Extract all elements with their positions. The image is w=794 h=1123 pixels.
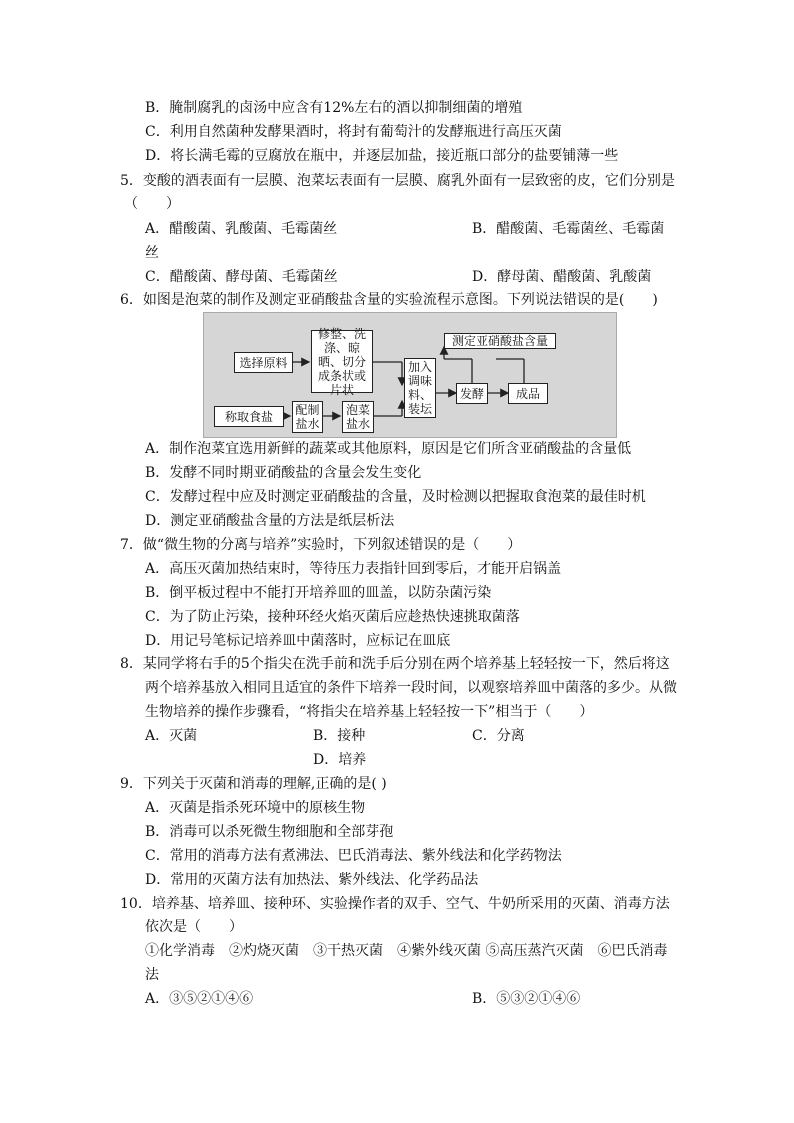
box-pickle-brine: 泡菜盐水	[342, 401, 374, 433]
option-10A: A．③⑤②①④⑥	[145, 991, 254, 1007]
question-9: 9．下列关于灭菌和消毒的理解,正确的是( )	[120, 776, 387, 792]
option-7A: A．高压灭菌加热结束时，等待压力表指针回到零后，才能开启锅盖	[145, 561, 562, 577]
option-6D: D．测定亚硝酸盐含量的方法是纸层析法	[145, 513, 395, 529]
option-5B: B．醋酸菌、毛霉菌丝、毛霉菌	[472, 221, 665, 237]
option-9C: C．常用的消毒方法有煮沸法、巴氏消毒法、紫外线法和化学药物法	[145, 848, 562, 864]
option-6B: B．发酵不同时期亚硝酸盐的含量会发生变化	[145, 465, 422, 481]
question-10-line1: 10．培养基、培养皿、接种环、实验操作者的双手、空气、牛奶所采用的灭菌、消毒方法	[120, 896, 670, 912]
option-5C: C．醋酸菌、酵母菌、毛霉菌丝	[145, 269, 338, 285]
option-4C: C．利用自然菌种发酵果酒时，将封有葡萄汁的发酵瓶进行高压灭菌	[145, 124, 562, 140]
option-9B: B．消毒可以杀死微生物细胞和全部芽孢	[145, 824, 394, 840]
option-5B-cont: 丝	[145, 245, 159, 261]
option-8C: C．分离	[472, 728, 525, 744]
option-6C: C．发酵过程中应及时测定亚硝酸盐的含量，及时检测以把握取食泡菜的最佳时机	[145, 489, 646, 505]
option-9D: D．常用的灭菌方法有加热法、紫外线法、化学药品法	[145, 872, 479, 888]
option-7C: C．为了防止污染，接种环经火焰灭菌后应趁热快速挑取菌落	[145, 609, 520, 625]
question-8-line2: 两个培养基放入相同且适宜的条件下培养一段时间，以观察培养皿中菌落的多少。从微	[145, 680, 677, 696]
option-8B: B．接种	[313, 728, 366, 744]
box-measure-nitrite: 测定亚硝酸盐含量	[444, 333, 556, 349]
box-ferment: 发酵	[456, 383, 488, 404]
question-7: 7．做“微生物的分离与培养”实验时，下列叙述错误的是（ ）	[120, 537, 522, 553]
question-8-line1: 8．某同学将右手的5个指尖在洗手前和洗手后分别在两个培养基上轻轻按一下，然后将这	[120, 656, 670, 672]
question-10-methods-cont: 法	[145, 967, 159, 983]
question-10-line2: 依次是（ ）	[145, 919, 243, 935]
option-4B: B．腌制腐乳的卤汤中应含有12%左右的酒以抑制细菌的增殖	[145, 100, 523, 116]
question-10-methods: ①化学消毒 ②灼烧灭菌 ③干热灭菌 ④紫外线灭菌 ⑤高压蒸汽灭菌 ⑥巴氏消毒	[145, 943, 668, 959]
option-5D: D．酵母菌、醋酸菌、乳酸菌	[472, 269, 652, 285]
option-10B: B．⑤③②①④⑥	[472, 991, 581, 1007]
box-make-brine: 配制盐水	[292, 401, 323, 433]
question-5: 5．变酸的酒表面有一层膜、泡菜坛表面有一层膜、腐乳外面有一层致密的皮，它们分别是	[120, 173, 675, 189]
box-product: 成品	[508, 383, 548, 404]
option-6A: A．制作泡菜宜选用新鲜的蔬菜或其他原料，原因是它们所含亚硝酸盐的含量低	[145, 441, 632, 457]
option-7D: D．用记号笔标记培养皿中菌落时，应标记在皿底	[145, 633, 451, 649]
box-select-material: 选择原料	[234, 352, 293, 373]
option-5A: A．醋酸菌、乳酸菌、毛霉菌丝	[145, 221, 338, 237]
pickle-flow-diagram	[203, 312, 617, 438]
option-4D: D．将长满毛霉的豆腐放在瓶中，并逐层加盐，接近瓶口部分的盐要铺薄一些	[145, 148, 619, 164]
option-8D: D．培养	[313, 752, 367, 768]
box-trim-wash: 修整、洗涤、晾晒、切分成条状或片状	[311, 330, 373, 393]
question-8-line3: 生物培养的操作步骤看，“将指尖在培养基上轻轻按一下”相当于（ ）	[145, 704, 594, 720]
option-9A: A．灭菌是指杀死环境中的原核生物	[145, 800, 366, 816]
question-6: 6．如图是泡菜的制作及测定亚硝酸盐含量的实验流程示意图。下列说法错误的是( )	[120, 292, 658, 308]
option-8A: A．灭菌	[145, 728, 198, 744]
box-add-seasoning: 加入调味料、装坛	[404, 358, 436, 418]
question-5-bracket: （ ）	[124, 196, 180, 212]
option-7B: B．倒平板过程中不能打开培养皿的皿盖，以防杂菌污染	[145, 585, 492, 601]
box-weigh-salt: 称取食盐	[214, 406, 284, 427]
